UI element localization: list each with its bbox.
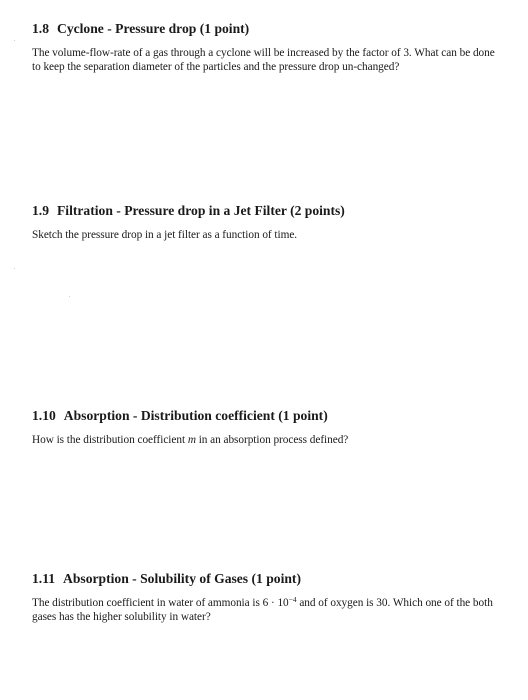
question-title: Absorption - Distribution coefficient (1 point)	[63, 408, 328, 423]
question-text: The volume-flow-rate of a gas through a cyclone will be increased by the factor of 3. What can be done to keep the separation diameter of the particles and the pressure drop un-changed?	[32, 47, 495, 74]
scan-speck	[14, 268, 15, 269]
variable-m: m	[187, 434, 196, 446]
exponent: −4	[288, 595, 297, 604]
question-text	[32, 433, 504, 447]
text-before-exponent: The distribution coefficient in water of ammonia is 6 · 10	[32, 597, 289, 609]
question-heading	[32, 407, 504, 424]
text-after-exponent: and of oxygen is 30. Which one of the both gases has the higher solubility in water?	[32, 597, 493, 624]
question-heading	[32, 20, 504, 37]
question-1-11	[32, 570, 504, 624]
question-number: 1.10	[32, 408, 56, 423]
question-text	[32, 596, 504, 624]
scan-speck	[69, 296, 70, 297]
scan-speck	[14, 40, 15, 41]
question-title: Cyclone - Pressure drop (1 point)	[57, 21, 250, 36]
question-number: 1.11	[32, 571, 56, 586]
question-number: 1.8	[32, 21, 49, 36]
text-after-variable: in an absorption process defined?	[195, 434, 349, 446]
question-heading	[32, 570, 504, 587]
question-title: Absorption - Solubility of Gases (1 point)	[63, 571, 301, 586]
question-1-10	[32, 407, 504, 447]
question-heading	[32, 202, 504, 219]
question-title: Filtration - Pressure drop in a Jet Filter (2 points)	[57, 203, 345, 218]
question-1-8	[32, 20, 504, 74]
text-before-variable: How is the distribution coefficient	[32, 434, 188, 446]
question-number: 1.9	[32, 203, 49, 218]
question-text: Sketch the pressure drop in a jet filter as a function of time.	[32, 229, 298, 241]
question-1-9	[32, 202, 504, 242]
